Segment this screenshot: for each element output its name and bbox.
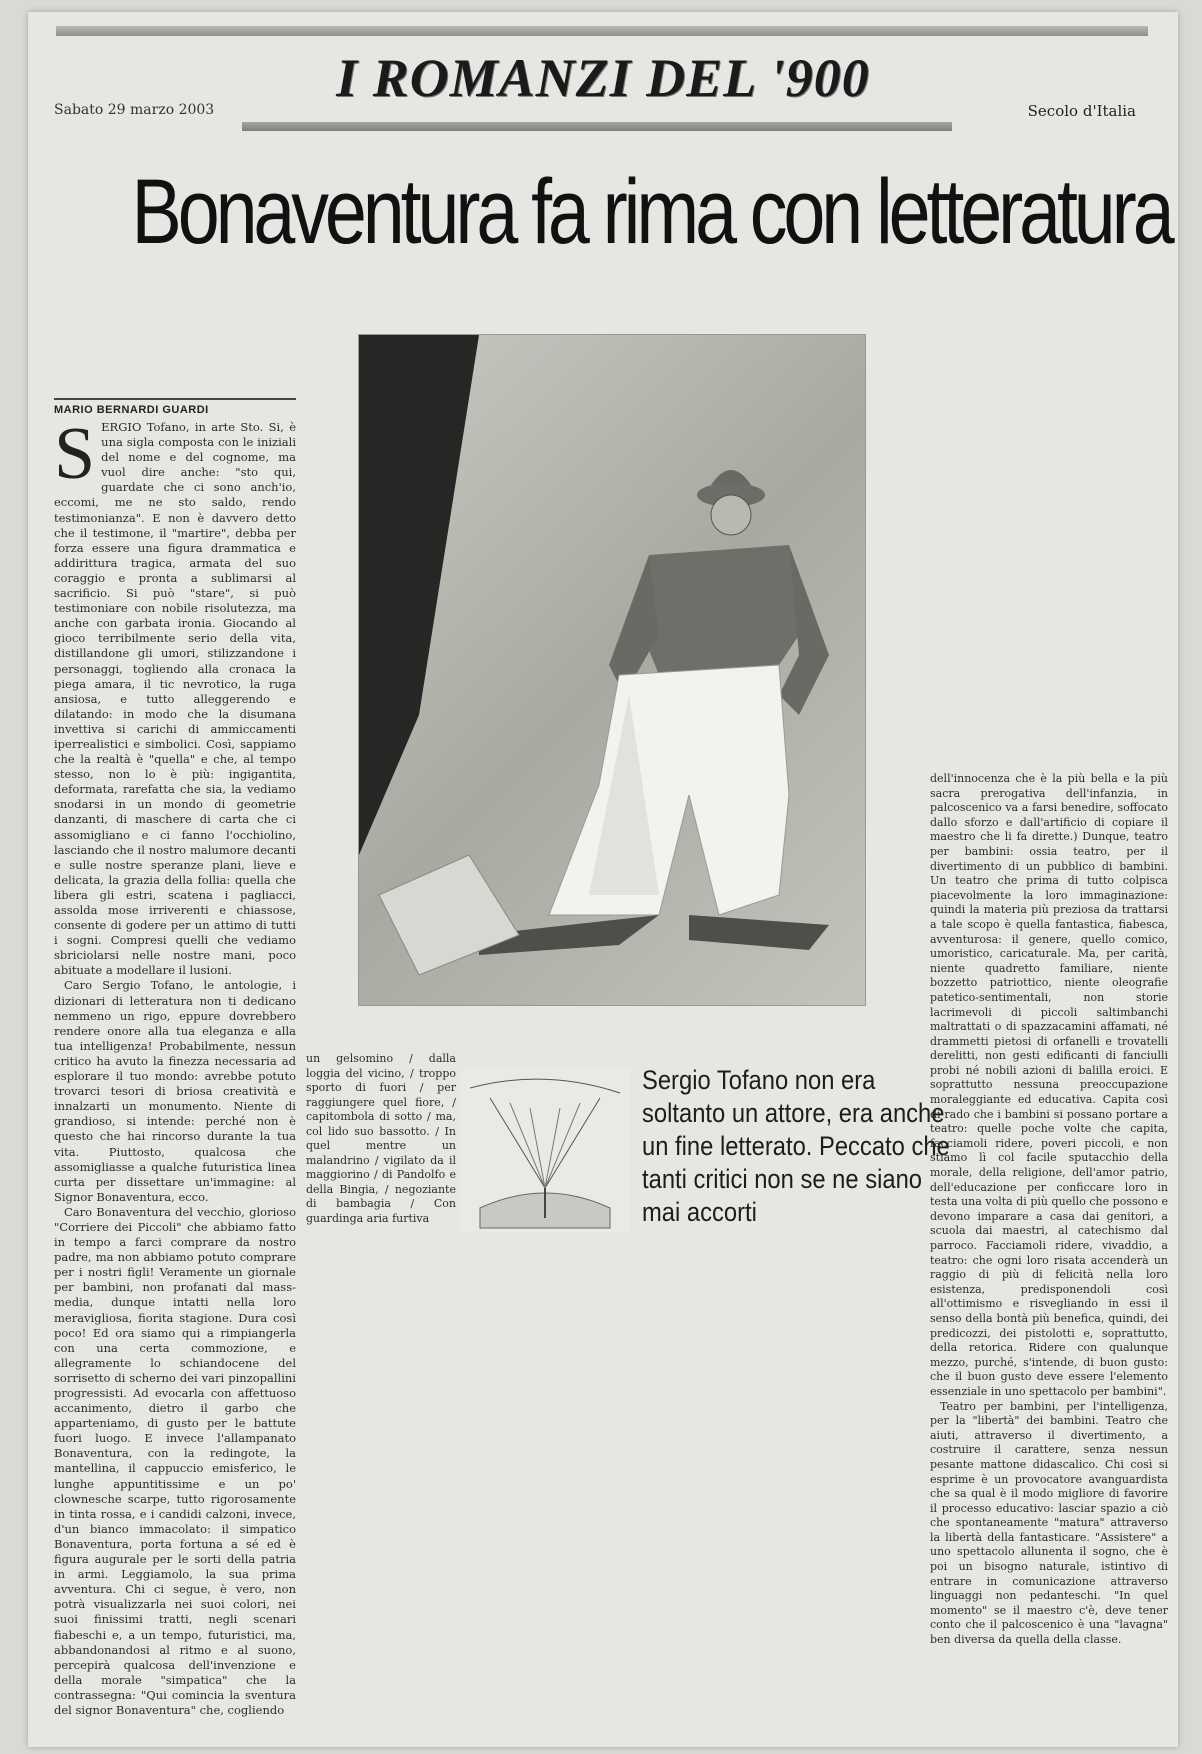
newspaper-page <box>28 12 1178 1747</box>
byline: MARIO BERNARDI GUARDI <box>54 398 296 416</box>
article-column-2 <box>306 1052 456 1225</box>
paragraph: Caro Sergio Tofano, le antologie, i dizionari di letteratura non ti dedicano nemmeno un rigo, eppure dovrebbero rendere onore alla tua eleganza e alla tua intelligenza! Probabilmente, nessun critico ha avuto la finezza necessaria ad esplorare il tuo mondo: avrebbe potuto trovarci tesori di briosa creatività e innalzarti un monumento. Niente di grandioso, si intende: perché non è questo che hai rincorso durante la tua vita. Piuttosto, qualcosa che assomigliasse a qualche futuristica linea curta per dissettare un'immagine: al Signor Bonaventura, ecco. <box>54 978 296 1204</box>
bonaventura-illustration <box>358 334 866 1006</box>
drop-cap: S <box>54 413 96 495</box>
bonaventura-figure-drawing <box>359 335 865 1005</box>
masthead-rule <box>242 122 952 131</box>
paragraph: Caro Bonaventura del vecchio, glorioso "Corriere dei Piccoli" che abbiamo fatto in tempo a farci comprare da nostro padre, ma non abbiamo potuto comprare per i nostri figli! Veramente un giornale per bambini, non profanati dal mass-media, dunque intatti nella loro meravigliosa, fiorita stagione. Dura così poco! Ed ora siamo qui a rimpiangerla con una certa commozione, e allegramente lo schiandocene del sorrisetto di scherno dei vari pinzopallini progressisti. Ad evocarla con affettuoso accanimento, dietro il garbo che apparteniamo, di gusto per le battute fuori luogo. E invece l'allampanato Bonaventura, con la redingote, la mantellina, il cappuccio emisferico, le lunghe appuntitissime e un po' clownesche scarpe, tutto rigorosamente in tinta rossa, e i candidi calzoni, invece, d'un bianco immacolato: il simpatico Bonaventura, porta fortuna a sé ed è figura augurale per le sorti della patria in armi. Leggiamolo, la sua prima avventura. Chi ci segue, è vero, non potrà visualizzarla nei suoi colori, nei suoi finissimi tratti, negli scenari fiabeschi e, a un tempo, futuristici, ma, abbandonandosi al ritmo e al suono, percepirà qualcosa dell'invenzione e della morale "simpatica" che la contrassegna: "Qui comincia la sventura del signor Bonaventura" che, cogliendo <box>54 1204 296 1717</box>
top-rule <box>56 26 1148 36</box>
spotlight-sketch-drawing <box>460 1068 630 1233</box>
newspaper-name: Secolo d'Italia <box>1027 102 1136 120</box>
article-column-3 <box>930 772 1168 1735</box>
article-column-1 <box>54 413 296 1734</box>
paragraph: ERGIO Tofano, in arte Sto. Si, è una sigla composta con le iniziali del nome e del cognome, ma vuol dire anche: "sto qui, guardate che ci sono anch'io, eccomi, me ne sto saldo, rendo testimonianza". E non è davvero detto che il testimone, il "martire", debba per forza essere una figura drammatica e addirittura tragica, armata del suo coraggio e pronta a sublimarsi al sacrificio. Si può "stare", si può testimoniare con nobile risolutezza, ma anche con garbata ironia. Giocando al gioco terribilmente serio della vita, distillandone gli umori, stilizzandone i personaggi, togliendo alla cronaca la piega amara, il tic nevrotico, la ruga ansiosa, e tutto alleggerendo e dilatando: in modo che la disumana invettiva si carichi di ammiccamenti iperrealistici e simbolici. Così, sappiamo che la realtà è "quella" e che, al tempo stesso, non lo è più: ingigantita, deformata, rarefatta che sia, la vediamo snodarsi in un mondo di geometrie danzanti, di maschere di carta che ci assomigliano e ci fanno l'occhiolino, lasciando che il nostro malumore decanti e sulle nostre speranze plani, lieve e delicata, la grazia della follia: quella che libera gli estri, scatena i pagliacci, assolda mose irriverenti e chiassose, consente di godere per un attimo di tutti i sogni. Compresi quelli che vediamo sbriciolarsi nelle nostre mani, poco abituate a modellare il lusioni. <box>54 420 296 978</box>
paragraph: un gelsomino / dalla loggia del vicino, / troppo sporto di fuori / per raggiungere quel fiore, / capitombola di sotto / ma, col lido suo bassotto. / In quel mentre un malandrino / vigilato da il maggiorino / di Pandolfo e della Bingia, / negoziante di bambagia / Con guardinga aria furtiva <box>306 1052 456 1225</box>
pull-quote: Sergio Tofano non era soltanto un attore, era anche un fine letterato. Peccato che tanti critici non se ne siano mai accorti <box>642 1065 950 1227</box>
paragraph: dell'innocenza che è la più bella e la più sacra prerogativa dell'infanzia, in palcoscenico va a farsi benedire, soffocato dallo sforzo e dall'artificio di copiare il maestro che li fa dirette.) Dunque, teatro per bambini: ossia teatro, per il divertimento di un pubblico di bambini. Un teatro che prima di tutto colpisca piacevolmente la loro immaginazione: quindi la materia più preziosa da trattarsi a tale scopo è quella fantastica, fiabesca, avventurosa: il genere, quello comico, umoristico, caricaturale. Ma, per carità, niente quadretto familiare, niente bozzetto patriottico, niente oleografie patetico-sentimentali, non storie lacrimevoli di piccoli saltimbanchi maltrattati o di spazzacamini affamati, né drammetti pietosi di orfanelli e trovatelli derelitti, non gesti edificanti di fanciulli probi né nobili azioni di balilla eroici. E soprattutto nessuna preoccupazione moraleggiante ed educativa. Capita così di rado che i bambini si possano portare a teatro: quelle poche volte che capita, facciamoli ridere, poveri piccoli, e non stiamo lì col facile sputacchio della morale, della religione, dell'amor patrio, dell'educazione per conficcare loro in testa una volta di più quello che possono e devono imparare a casa dai genitori, a scuola dai maestri, al catechismo dal parroco. Facciamoli ridere, vivaddio, a teatro: che ogni loro risata accenderà un raggio di più di felicità nella loro esistenza, predisponendoli così all'ottimismo e risvegliando in essi il senso della bontà più benefica, quindi, dei predicozzi, dei pistolotti e, soprattutto, della retorica. Ridere con qualunque mezzo, purché, s'intende, di buon gusto: che il buon gusto deve essere l'elemento essenziale in uno spettacolo per bambini". <box>930 772 1168 1398</box>
publication-date: Sabato 29 marzo 2003 <box>54 102 215 118</box>
headline: Bonaventura fa rima con letteratura <box>131 161 1171 263</box>
paragraph: Teatro per bambini, per l'intelligenza, per la "libertà" dei bambini. Teatro che aiuti, attraverso il divertimento, a costruire il carattere, senza nessun pesante mattone didascalico. Chi così si esprime è un provocatore avanguardista che sa qual è il modo migliore di favorire il processo educativo: lasciar spazio a ciò che spontaneamente "matura" attraverso la libertà della fantasticare. "Assistere" a uno spettacolo allunenta il sogno, che è poi un bisogno naturale, istintivo di entrare in comunicazione attraverso linguaggi non pedanteschi. "In quel momento" se il maestro c'è, deve tener conto che il palcoscenico è una "lavagna" ben diversa da quella della classe. <box>930 1399 1168 1647</box>
series-title: I ROMANZI DEL '900 <box>336 48 870 108</box>
